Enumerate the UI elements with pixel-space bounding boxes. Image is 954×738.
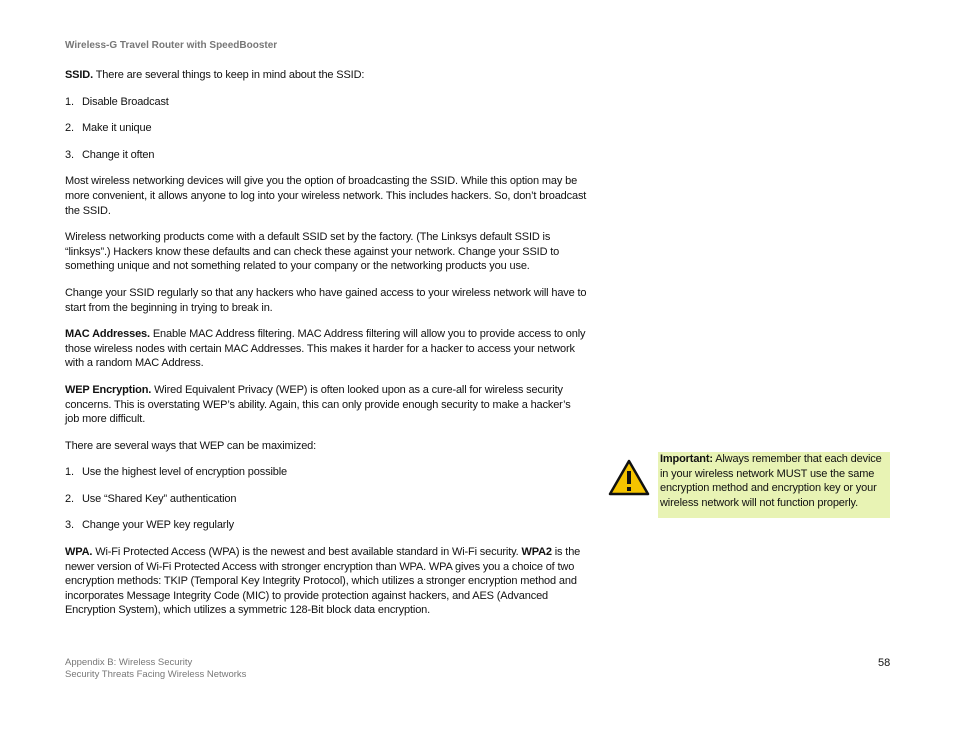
ssid-paragraph: Change your SSID regularly so that any hackers who have gained access to your wireless network will have to start from the beginning in trying to break in. bbox=[65, 286, 587, 314]
wep-ways: There are several ways that WEP can be maximized: bbox=[65, 439, 317, 452]
ssid-paragraph: Most wireless networking devices will give you the option of broadcasting the SSID. While this option may be more convenient, it allows anyone to log into your wireless network. This includes hackers. So, don’t broadcast the SSID. bbox=[65, 175, 587, 217]
warning-icon bbox=[608, 459, 650, 496]
ssid-paragraph: Wireless networking products come with a default SSID set by the factory. (The Linksys default SSID is “linksys”.) Hackers know these defaults and can check these against your network. Change your SSID to something unique and not something related to your company or the networking products you use. bbox=[65, 231, 560, 273]
list-item: 1. Use the highest level of encryption possible bbox=[65, 466, 287, 479]
mac-paragraph: MAC Addresses. Enable MAC Address filtering. MAC Address filtering will allow you to provide access to only those wireless nodes with certain MAC Addresses. This makes it harder for a hacker to access your network with a random MAC Address. bbox=[65, 328, 586, 370]
footer-section: Appendix B: Wireless Security bbox=[65, 657, 193, 668]
page-number: 58 bbox=[878, 657, 891, 669]
list-item: 2. Make it unique bbox=[65, 122, 152, 135]
wpa-label: WPA. bbox=[65, 546, 93, 559]
note-box: Important: Always remember that each device in your wireless network MUST use the same encryption method and encryption key or your wireless network will not function properly. bbox=[658, 452, 890, 518]
list-item: 2. Use “Shared Key” authentication bbox=[65, 492, 237, 505]
list-item: 3. Change it often bbox=[65, 148, 155, 161]
footer-subsection: Security Threats Facing Wireless Networks bbox=[65, 669, 247, 680]
ssid-intro: SSID. There are several things to keep in mind about the SSID: bbox=[65, 69, 365, 81]
list-item: 3. Change your WEP key regularly bbox=[65, 519, 234, 532]
wep-list bbox=[65, 465, 587, 533]
important-note bbox=[608, 452, 890, 518]
footer bbox=[65, 657, 246, 681]
list-item: 1. Disable Broadcast bbox=[65, 95, 169, 108]
main-content bbox=[65, 68, 587, 630]
mac-label: MAC Addresses. bbox=[65, 328, 150, 341]
ssid-list bbox=[65, 95, 587, 163]
note-label: Important: bbox=[660, 453, 713, 465]
ssid-label: SSID. bbox=[65, 69, 93, 81]
wep-label: WEP Encryption. bbox=[65, 383, 152, 396]
wpa-paragraph: WPA. Wi-Fi Protected Access (WPA) is the newest and best available standard in Wi-Fi security. WPA2 is the newer version of Wi-Fi Protected Access with stronger encryption than WPA. WPA gives you a choice of two encryption methods: TKIP (Temporal Key Integrity Protocol), which utilizes a stronger encryption method and incorporates Message Integrity Code (MIC) to provide protection against hackers, and AES (Advanced Encryption System), which utilizes a symmetric 128-Bit block data encryption. bbox=[65, 546, 581, 617]
wep-paragraph: WEP Encryption. Wired Equivalent Privacy (WEP) is often looked upon as a cure-all for wireless security concerns. This is overstating WEP’s ability. Again, this can only provide enough security to make a hacker’s job more difficult. bbox=[65, 383, 571, 426]
wpa2-label: WPA2 bbox=[521, 546, 552, 559]
running-header: Wireless-G Travel Router with SpeedBooster bbox=[65, 40, 278, 51]
